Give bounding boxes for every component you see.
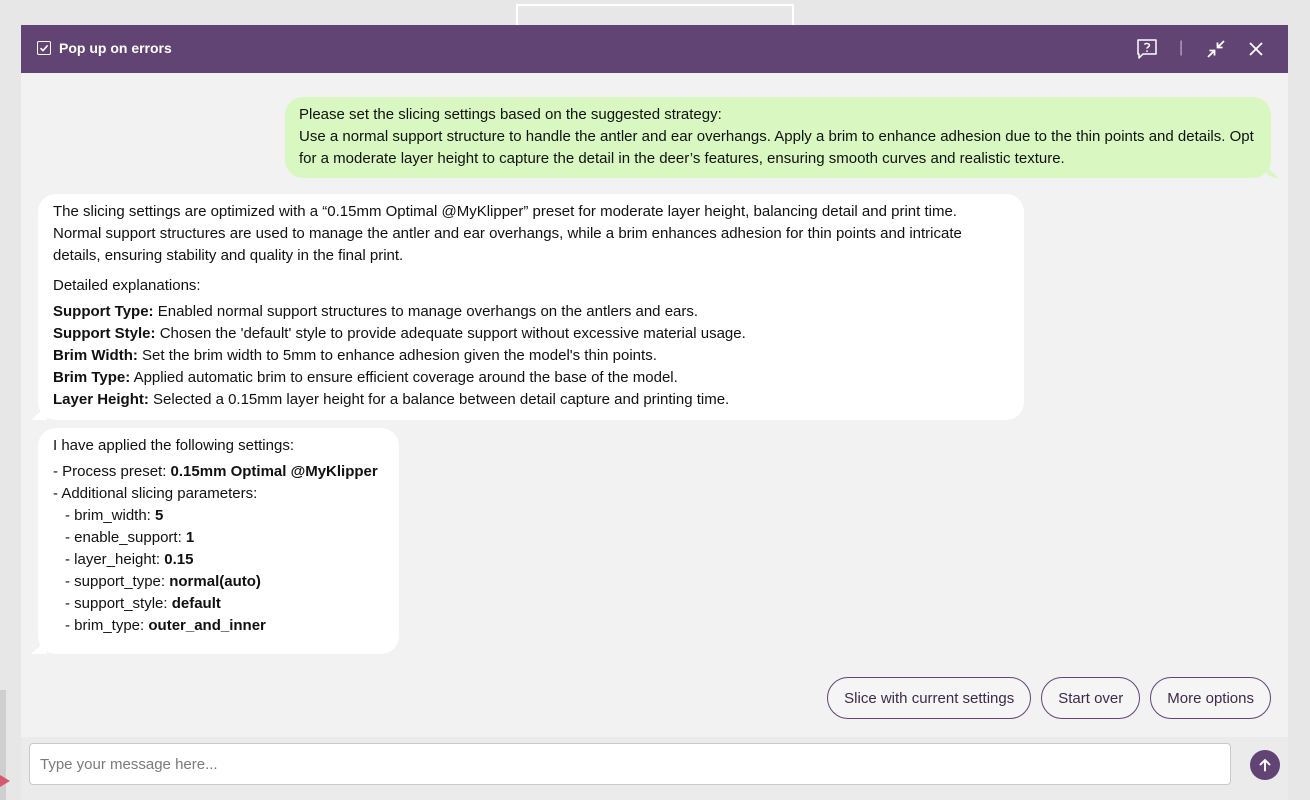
popup-label: Pop up on errors xyxy=(59,40,172,56)
param-value: 0.15 xyxy=(164,551,194,568)
title-bar xyxy=(21,25,1288,73)
start-over-button[interactable]: Start over xyxy=(1041,677,1140,719)
summary-intro: The slicing settings are optimized with a “0.15mm Optimal @MyKlipper” preset for moderate layer height, balancing detail and print time. Normal support structures are used to manage the antler and ear overhangs, while a brim enhances adhesion for thin points and intricate details, ensuring stability and quality in the final print. xyxy=(53,203,962,264)
preset-label: - Process preset: xyxy=(53,463,167,480)
more-options-button[interactable]: More options xyxy=(1150,677,1271,719)
detail-text: Chosen the 'default' style to provide adequate support without excessive material usage. xyxy=(159,325,746,342)
param-row xyxy=(53,571,384,593)
preset-value: 0.15mm Optimal @MyKlipper xyxy=(170,463,378,480)
param-key: - layer_height: xyxy=(65,551,161,568)
param-value: 5 xyxy=(155,507,164,524)
param-row xyxy=(53,593,384,615)
param-value: outer_and_inner xyxy=(148,617,266,634)
detail-row xyxy=(53,301,1009,323)
detail-text: Selected a 0.15mm layer height for a balance between detail capture and printing time. xyxy=(153,391,730,408)
detail-text: Set the brim width to 5mm to enhance adhesion given the model's thin points. xyxy=(142,347,657,364)
param-value: normal(auto) xyxy=(169,573,261,590)
param-key: - brim_type: xyxy=(65,617,145,634)
popup-on-errors-toggle[interactable] xyxy=(37,40,172,56)
param-value: 1 xyxy=(185,529,195,546)
close-icon xyxy=(1248,41,1264,57)
quick-actions xyxy=(827,677,1271,719)
user-message-line: Please set the slicing settings based on the suggested strategy: xyxy=(299,106,722,123)
detail-text: Enabled normal support structures to manage overhangs on the antlers and ears. xyxy=(157,303,699,320)
detail-label: Layer Height: xyxy=(53,391,149,408)
detail-row xyxy=(53,367,1009,389)
detail-row xyxy=(53,345,1009,367)
param-key: - enable_support: xyxy=(65,529,182,546)
message-composer xyxy=(21,737,1288,800)
applied-heading: I have applied the following settings: xyxy=(53,437,294,454)
details-heading: Detailed explanations: xyxy=(53,277,201,294)
help-chat-button[interactable] xyxy=(1135,37,1159,61)
param-key: - brim_width: xyxy=(65,507,151,524)
params-heading: - Additional slicing parameters: xyxy=(53,485,258,502)
minimize-button[interactable] xyxy=(1204,37,1228,61)
detail-row xyxy=(53,323,1009,345)
assistant-summary-bubble xyxy=(38,194,1024,420)
checkmark-icon xyxy=(39,43,49,53)
param-row xyxy=(53,549,384,571)
preset-row xyxy=(53,461,384,483)
detail-label: Support Style: xyxy=(53,325,156,342)
popup-checkbox[interactable] xyxy=(37,41,51,55)
user-message-bubble xyxy=(285,97,1271,178)
collapse-icon xyxy=(1206,39,1226,59)
close-button[interactable] xyxy=(1244,37,1268,61)
send-button[interactable] xyxy=(1250,750,1280,780)
param-value: default xyxy=(171,595,221,612)
detail-text: Applied automatic brim to ensure efficient coverage around the base of the model. xyxy=(133,369,678,386)
toolbar-separator: | xyxy=(1179,39,1184,56)
message-input[interactable] xyxy=(29,743,1231,785)
param-row xyxy=(53,615,384,637)
param-key: - support_type: xyxy=(65,573,166,590)
arrow-up-icon xyxy=(1258,758,1272,772)
assistant-chat-window xyxy=(21,25,1288,800)
param-row xyxy=(53,505,384,527)
question-chat-icon xyxy=(1136,38,1158,60)
detail-label: Brim Width: xyxy=(53,347,138,364)
slice-with-current-settings-button[interactable]: Slice with current settings xyxy=(827,677,1031,719)
param-key: - support_style: xyxy=(65,595,168,612)
user-message-text: Use a normal support structure to handle the antler and ear overhangs. Apply a brim to enhance adhesion due to the thin points and details. Opt for a moderate layer height to capture the detail in the deer’s features, ensuring smooth curves and realistic texture. xyxy=(299,128,1254,167)
detail-row xyxy=(53,389,1009,411)
detail-label: Brim Type: xyxy=(53,369,131,386)
detail-label: Support Type: xyxy=(53,303,154,320)
param-row xyxy=(53,527,384,549)
assistant-applied-settings-bubble xyxy=(38,428,399,654)
background-arrow-marker xyxy=(0,775,10,787)
